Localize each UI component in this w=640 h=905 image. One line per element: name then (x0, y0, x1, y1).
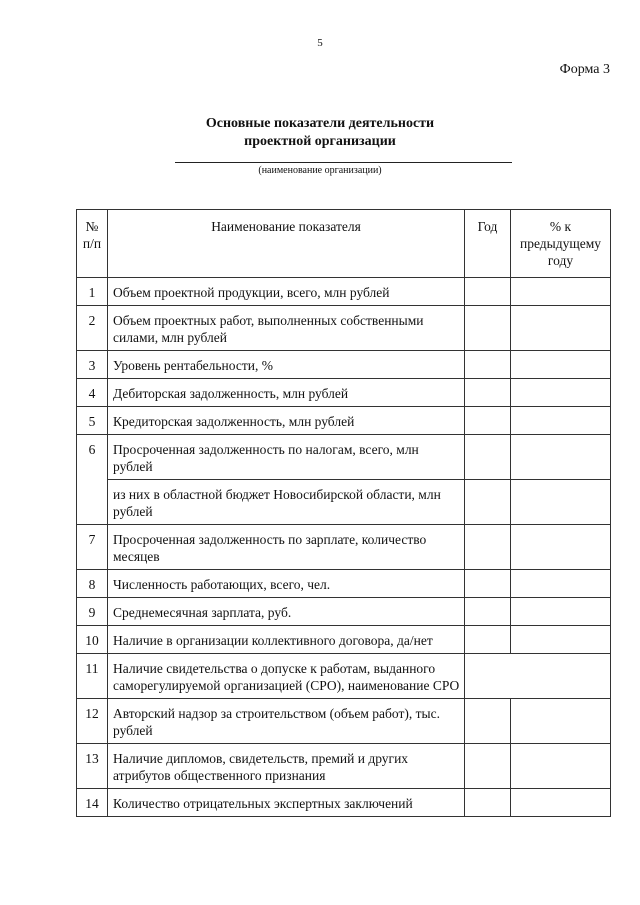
row-number: 12 (77, 699, 108, 744)
percent-value-cell[interactable] (511, 789, 611, 817)
row-number: 6 (77, 435, 108, 525)
table-row (77, 306, 611, 351)
title-line-1: Основные показатели деятельности (205, 116, 435, 131)
year-value-cell[interactable] (465, 480, 511, 525)
row-number: 11 (77, 654, 108, 699)
table-row (77, 435, 611, 480)
indicators-table (76, 209, 611, 817)
table-header-row (77, 210, 611, 278)
percent-value-cell[interactable] (511, 570, 611, 598)
year-value-cell[interactable] (465, 789, 511, 817)
table-row (77, 525, 611, 570)
year-value-cell[interactable] (465, 435, 511, 480)
table-row (77, 626, 611, 654)
indicator-name: Наличие свидетельства о допуске к работам, выданного саморегулируемой организацией (СРО), наименование СРО (108, 654, 465, 699)
row-number: 9 (77, 598, 108, 626)
indicator-name: Просроченная задолженность по налогам, всего, млн рублей (108, 435, 465, 480)
year-value-cell[interactable] (465, 570, 511, 598)
indicator-name: Количество отрицательных экспертных заключений (108, 789, 465, 817)
table-row (77, 598, 611, 626)
year-value-cell[interactable] (465, 351, 511, 379)
header-number-line-2: п/п (82, 236, 102, 251)
percent-value-cell[interactable] (511, 480, 611, 525)
table-subrow (77, 480, 611, 525)
indicator-name: Объем проектной продукции, всего, млн рублей (108, 278, 465, 306)
page-number: 5 (317, 37, 323, 49)
year-value-cell[interactable] (465, 598, 511, 626)
year-value-cell[interactable] (465, 744, 511, 789)
percent-value-cell[interactable] (511, 699, 611, 744)
row-number: 4 (77, 379, 108, 407)
organization-name-line[interactable] (175, 162, 512, 163)
percent-value-cell[interactable] (511, 744, 611, 789)
indicator-name: Уровень рентабельности, % (108, 351, 465, 379)
percent-value-cell[interactable] (511, 278, 611, 306)
indicator-name: Наличие дипломов, свидетельств, премий и других атрибутов общественного признания (108, 744, 465, 789)
table-row (77, 351, 611, 379)
year-value-cell[interactable] (465, 407, 511, 435)
percent-value-cell[interactable] (511, 435, 611, 480)
organization-name-caption: (наименование организации) (258, 165, 382, 176)
indicator-name: Авторский надзор за строительством (объем работ), тыс. рублей (108, 699, 465, 744)
row-number: 2 (77, 306, 108, 351)
sro-value-cell[interactable] (465, 654, 611, 699)
header-indicator-name: Наименование показателя (108, 210, 465, 278)
row-number: 13 (77, 744, 108, 789)
document-title (0, 115, 640, 151)
percent-value-cell[interactable] (511, 598, 611, 626)
indicator-name: Численность работающих, всего, чел. (108, 570, 465, 598)
header-year: Год (465, 210, 511, 278)
header-percent-line-1: % к (549, 219, 572, 234)
year-value-cell[interactable] (465, 306, 511, 351)
header-percent-line-2: предыдущему (519, 236, 602, 251)
table-row (77, 407, 611, 435)
indicator-name: Дебиторская задолженность, млн рублей (108, 379, 465, 407)
year-value-cell[interactable] (465, 379, 511, 407)
table-row (77, 699, 611, 744)
row-number: 14 (77, 789, 108, 817)
table-row (77, 654, 611, 699)
percent-value-cell[interactable] (511, 379, 611, 407)
header-number (77, 210, 108, 278)
table-row (77, 278, 611, 306)
row-number: 5 (77, 407, 108, 435)
title-line-2: проектной организации (244, 134, 396, 149)
percent-value-cell[interactable] (511, 351, 611, 379)
percent-value-cell[interactable] (511, 306, 611, 351)
header-number-line-1: № (85, 219, 99, 234)
percent-value-cell[interactable] (511, 626, 611, 654)
header-percent-line-3: году (547, 253, 574, 268)
indicator-name: Наличие в организации коллективного договора, да/нет (108, 626, 465, 654)
row-number: 10 (77, 626, 108, 654)
year-value-cell[interactable] (465, 626, 511, 654)
year-value-cell[interactable] (465, 278, 511, 306)
indicator-name: Среднемесячная зарплата, руб. (108, 598, 465, 626)
table-row (77, 744, 611, 789)
row-number: 7 (77, 525, 108, 570)
percent-value-cell[interactable] (511, 525, 611, 570)
table-row (77, 570, 611, 598)
indicator-name: Просроченная задолженность по зарплате, количество месяцев (108, 525, 465, 570)
row-number: 3 (77, 351, 108, 379)
row-number: 1 (77, 278, 108, 306)
indicator-name: Объем проектных работ, выполненных собственными силами, млн рублей (108, 306, 465, 351)
table-row (77, 789, 611, 817)
year-value-cell[interactable] (465, 525, 511, 570)
indicator-name: Кредиторская задолженность, млн рублей (108, 407, 465, 435)
indicator-subname: из них в областной бюджет Новосибирской области, млн рублей (108, 480, 465, 525)
row-number: 8 (77, 570, 108, 598)
year-value-cell[interactable] (465, 699, 511, 744)
header-percent-previous-year (511, 210, 611, 278)
percent-value-cell[interactable] (511, 407, 611, 435)
form-label: Форма 3 (559, 62, 610, 77)
table-row (77, 379, 611, 407)
